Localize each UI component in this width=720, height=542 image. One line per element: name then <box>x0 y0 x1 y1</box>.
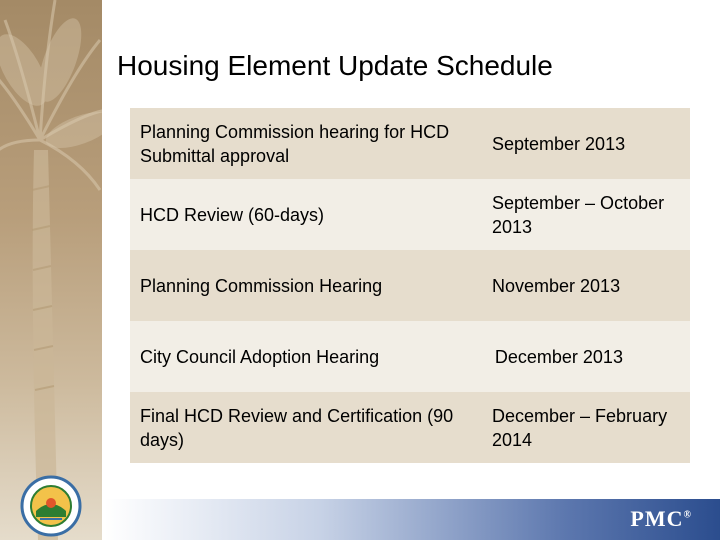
milestone-cell: HCD Review (60-days) <box>140 204 325 225</box>
date-cell: December 2013 <box>494 346 623 367</box>
footer-band <box>105 499 720 540</box>
palm-tree-icon <box>0 0 102 540</box>
brand-name: PMC <box>630 506 684 531</box>
table-row <box>130 179 690 250</box>
milestone-cell: Planning Commission Hearing <box>140 275 383 296</box>
date-cell: November 2013 <box>492 275 621 296</box>
milestone-cell: City Council Adoption Hearing <box>140 346 380 367</box>
table-row <box>130 392 690 463</box>
schedule-table <box>130 108 690 463</box>
city-seal-icon <box>20 475 82 537</box>
page-title: Housing Element Update Schedule <box>117 50 553 81</box>
table-row <box>130 108 690 179</box>
table-row <box>130 250 690 321</box>
registered-mark: ® <box>683 509 692 521</box>
date-cell: September – October 2013 <box>492 192 665 237</box>
date-cell: December – February 2014 <box>492 405 668 450</box>
pmc-logo <box>630 506 692 532</box>
date-cell: September 2013 <box>492 133 626 154</box>
palm-tree-background <box>0 0 102 540</box>
milestone-cell: Final HCD Review and Certification (90 days) <box>140 405 454 450</box>
milestone-cell: Planning Commission hearing for HCD Submittal approval <box>140 121 450 166</box>
table-row <box>130 321 690 392</box>
